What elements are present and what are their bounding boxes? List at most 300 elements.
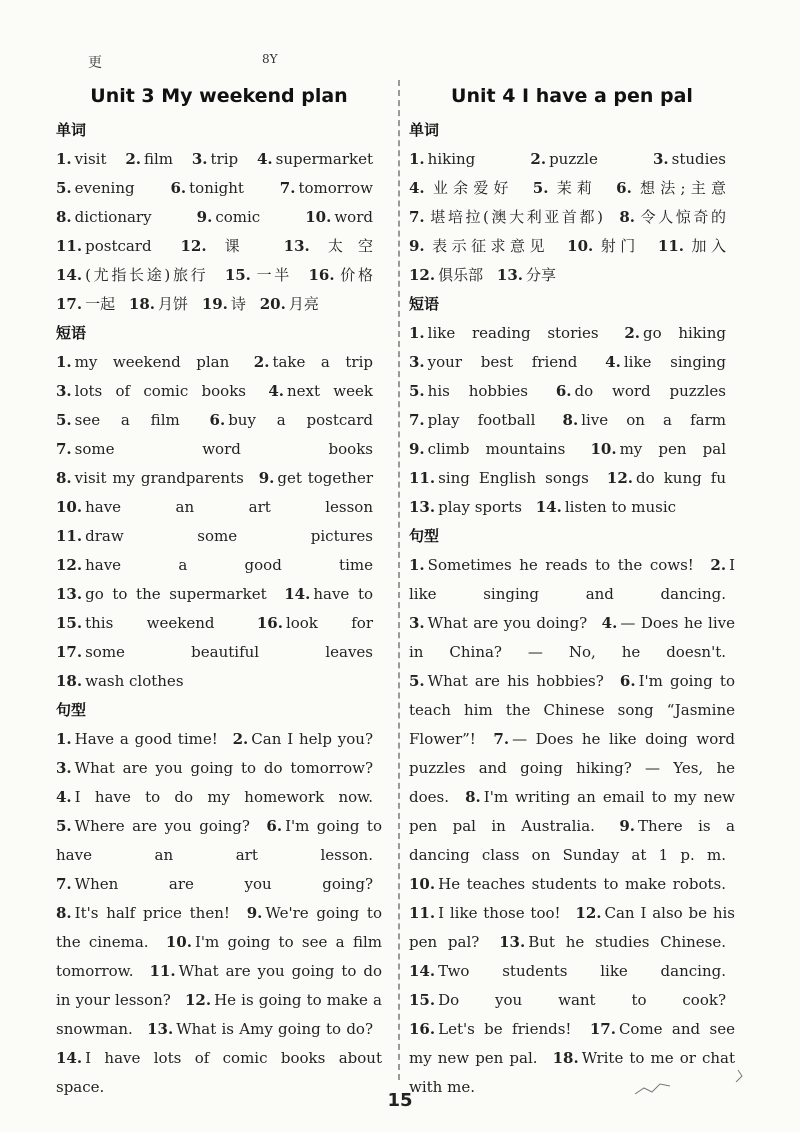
item-text: tomorrow [298,179,373,197]
list-item [305,208,373,226]
item-number: 11. [149,962,176,980]
item-number: 18. [552,1049,579,1067]
item-number: 12. [575,904,602,922]
section-body [56,348,382,696]
list-item [409,179,514,197]
item-text: I'm going to see a film tomorrow. [56,933,382,980]
item-number: 13. [56,585,83,603]
item-text: tonight [189,179,244,197]
item-text: puzzle [549,150,598,168]
item-text: go hiking [643,324,726,342]
list-item [409,266,483,284]
item-number: 18. [128,295,156,313]
item-text: see a film [74,411,180,429]
item-text: Do you want to cook? [438,991,726,1009]
item-number: 2. [624,324,641,342]
item-text: have to [313,585,374,603]
item-number: 9. [409,440,425,458]
list-item [254,353,373,371]
item-text: play sports [438,498,522,516]
item-number: 6. [209,411,226,429]
item-number: 3. [56,382,72,400]
list-item [605,353,726,371]
item-number: 3. [652,150,669,168]
item-text: next week [286,382,373,400]
item-text: 价格 [337,266,373,284]
item-number: 13. [147,1020,174,1038]
item-number: 1. [409,150,425,168]
list-item [56,498,373,516]
section-heading: 单词 [409,121,440,139]
item-text: 诗 [230,295,246,313]
pencil-scribble [630,1062,750,1102]
list-item [56,904,230,922]
item-number: 11. [409,904,436,922]
list-item [624,324,726,342]
section-heading: 短语 [409,295,440,313]
item-text: dictionary [74,208,152,226]
item-text: Write to me or chat with me. [409,1049,735,1096]
item-text: I like those too! [438,904,561,922]
list-item [409,962,726,980]
item-number: 10. [305,208,332,226]
item-text: Have a good time! [74,730,218,748]
item-number: 6. [555,382,572,400]
item-number: 13. [499,933,526,951]
item-text: this weekend [85,614,215,632]
unit-4-column [409,82,735,1102]
item-text: word [334,208,373,226]
list-item [409,614,587,632]
item-number: 9. [196,208,213,226]
corner-code: 8Y [262,52,278,66]
section-body [56,145,382,319]
section-heading: 句型 [56,701,87,719]
list-item [210,411,373,429]
list-item [530,150,597,168]
list-item [56,875,373,893]
item-text: I like singing and dancing. [409,556,735,603]
list-item [409,556,694,574]
list-item [409,353,577,371]
item-text: visit [74,150,107,168]
item-text: some beautiful leaves [85,643,373,661]
item-number: 12. [56,556,83,574]
item-number: 2. [125,150,141,168]
corner-mark: 更 [88,55,102,71]
list-item [202,295,246,313]
item-text: I have to do my homework now. [74,788,373,806]
list-item [409,498,522,516]
list-item [616,179,726,197]
item-text: — Does he like doing word puzzles and going hiking? — Yes, he does. [409,730,735,806]
list-item [409,904,561,922]
item-text: Where are you going? [74,817,250,835]
section-heading: 单词 [56,121,87,139]
item-text: I have lots of comic books about space. [56,1049,382,1096]
list-item [409,382,528,400]
list-item [308,266,373,284]
list-item [260,295,319,313]
list-item [607,469,726,487]
list-item [409,1020,571,1038]
item-number: 9. [258,469,275,487]
unit-3-sections [56,116,382,1102]
list-item [653,150,726,168]
list-item [409,469,589,487]
list-item [56,614,214,632]
item-text: 射门 [596,237,640,255]
list-item [556,382,726,400]
item-text: play football [427,411,536,429]
item-number: 10. [590,440,617,458]
list-item [56,295,115,313]
unit-3-title: Unit 3 My weekend plan [90,85,348,107]
item-text: look for [285,614,373,632]
item-number: 5. [409,672,425,690]
section-heading: 句型 [409,527,440,545]
item-text: What are his hobbies? [427,672,604,690]
list-item [125,150,173,168]
item-number: 8. [465,788,481,806]
list-item [56,382,246,400]
list-item [56,556,373,574]
item-text: climb mountains [427,440,566,458]
item-number: 7. [56,875,72,893]
item-text: visit my grandparents [74,469,244,487]
item-number: 3. [409,614,425,632]
list-item [56,585,267,603]
item-text: take a trip [272,353,373,371]
list-item [257,150,373,168]
list-item [409,324,599,342]
list-item [268,382,373,400]
item-text: 加入 [687,237,726,255]
item-text: have a good time [85,556,373,574]
item-number: 12. [409,266,436,284]
list-item [180,237,254,255]
item-number: 7. [493,730,510,748]
item-number: 18. [56,672,83,690]
item-text: evening [74,179,135,197]
item-text: hiking [427,150,476,168]
item-text: It's half price then! [74,904,230,922]
item-text: draw some pictures [85,527,373,545]
item-text: I'm going to have an art lesson. [56,817,382,864]
item-text: Can I help you? [251,730,373,748]
item-text: What are you going to do in your lesson? [56,962,382,1009]
list-item [56,208,152,226]
item-number: 6. [170,179,187,197]
item-text: 茉莉 [551,179,598,197]
item-text: 月饼 [158,295,189,313]
list-item [56,150,106,168]
list-item [56,730,218,748]
list-item [56,759,373,777]
list-item [409,411,535,429]
list-item [497,266,556,284]
item-text: my weekend plan [74,353,230,371]
item-text: do word puzzles [574,382,726,400]
item-text: 太空 [312,237,373,255]
item-text: studies [671,150,726,168]
item-number: 11. [56,527,83,545]
item-number: 9. [619,817,636,835]
item-text: 课 [209,237,255,255]
item-number: 13. [283,237,310,255]
item-number: 5. [56,179,72,197]
item-text: 想法;主意 [634,179,726,197]
item-number: 13. [409,498,436,516]
item-text: trip [210,150,239,168]
item-number: 2. [232,730,249,748]
list-item [129,295,188,313]
item-text: But he studies Chinese. [528,933,726,951]
section-body [56,725,382,1102]
item-text: Can I also be his pen pal? [409,904,736,951]
item-text: 一半 [253,266,292,284]
item-text: buy a postcard [228,411,373,429]
item-text: sing English songs [438,469,589,487]
item-text: 分享 [526,266,557,284]
item-number: 5. [56,411,72,429]
item-number: 11. [657,237,685,255]
list-item [170,179,243,197]
list-item [197,208,261,226]
item-number: 8. [56,208,72,226]
item-number: 1. [409,324,425,342]
item-number: 16. [256,614,283,632]
item-number: 14. [56,266,83,284]
item-number: 4. [256,150,273,168]
item-text: Let's be friends! [438,1020,572,1038]
item-text: live on a farm [581,411,726,429]
item-text: 月亮 [288,295,319,313]
list-item [56,817,250,835]
item-text: I'm writing an email to my new pen pal in Australia. [409,788,735,835]
list-item [56,469,244,487]
item-number: 1. [56,730,72,748]
item-text: He teaches students to make robots. [438,875,726,893]
list-item [56,527,373,545]
list-item [409,991,726,1009]
item-number: 20. [259,295,286,313]
list-item [56,440,373,458]
item-text: What are you doing? [427,614,588,632]
item-number: 1. [409,556,425,574]
item-number: 12. [180,237,207,255]
section-heading: 短语 [56,324,87,342]
list-item [233,730,373,748]
item-text: What is Amy going to do? [176,1020,373,1038]
item-text: We're going to the cinema. [56,904,382,951]
item-number: 4. [268,382,284,400]
item-text: 业余爱好 [427,179,514,197]
list-item [56,266,208,284]
unit-4-title: Unit 4 I have a pen pal [451,85,693,107]
item-text: comic [215,208,261,226]
list-item [56,353,229,371]
section-body [409,145,735,290]
item-text: — Does he live in China? — No, he doesn't. [409,614,735,661]
item-number: 17. [56,643,83,661]
list-item [56,179,135,197]
list-item [56,411,180,429]
list-item [56,237,152,255]
list-item [259,469,373,487]
column-divider [398,80,400,1080]
item-number: 4. [605,353,621,371]
list-item [409,875,726,893]
item-number: 17. [56,295,83,313]
item-text: What are you going to do tomorrow? [74,759,373,777]
section-body [409,551,735,1102]
item-text: his hobbies [427,382,528,400]
list-item [567,237,640,255]
item-text: like singing [623,353,726,371]
list-item [56,672,184,690]
item-text: do kung fu [636,469,726,487]
section-body [409,319,735,522]
item-number: 6. [619,672,636,690]
item-text: wash clothes [85,672,184,690]
item-text: I'm going to teach him the Chinese song “Jasmine Flower”! [409,672,735,748]
item-number: 12. [606,469,634,487]
list-item [533,179,597,197]
item-number: 10. [567,237,594,255]
item-text: 一起 [85,295,116,313]
item-text: like reading stories [427,324,599,342]
item-number: 13. [496,266,524,284]
list-item [147,1020,373,1038]
list-item [56,1049,382,1096]
list-item [619,208,726,226]
item-number: 11. [409,469,436,487]
item-number: 7. [279,179,296,197]
item-number: 3. [56,759,72,777]
item-text: have an art lesson [85,498,373,516]
item-number: 6. [266,817,283,835]
list-item [284,237,373,255]
item-text: Come and see my new pen pal. [409,1020,735,1067]
item-number: 9. [409,237,425,255]
list-item [590,440,726,458]
item-number: 3. [191,150,208,168]
item-number: 16. [308,266,335,284]
item-number: 19. [201,295,228,313]
list-item [280,179,373,197]
item-text: He is going to make a snowman. [56,991,382,1038]
item-number: 2. [710,556,727,574]
item-number: 5. [409,382,425,400]
item-text: get together [277,469,373,487]
list-item [192,150,238,168]
item-number: 8. [56,904,72,922]
item-text: supermarket [275,150,373,168]
item-number: 15. [56,614,83,632]
item-number: 8. [56,469,72,487]
list-item [409,237,549,255]
item-number: 8. [562,411,579,429]
item-number: 3. [409,353,425,371]
item-text: 堪培拉(澳大利亚首都) [427,208,603,226]
item-text: Sometimes he reads to the cows! [427,556,694,574]
item-number: 7. [409,208,425,226]
item-number: 10. [56,498,83,516]
item-number: 2. [253,353,270,371]
item-number: 5. [532,179,549,197]
item-number: 5. [56,817,72,835]
item-number: 2. [530,150,547,168]
page-number: 15 [387,1090,413,1111]
item-number: 14. [56,1049,83,1067]
item-text: 俱乐部 [438,266,484,284]
item-number: 14. [284,585,311,603]
item-number: 4. [56,788,72,806]
item-number: 14. [409,962,436,980]
list-item [225,266,292,284]
item-text: go to the supermarket [85,585,267,603]
item-number: 7. [56,440,72,458]
item-number: 16. [409,1020,436,1038]
list-item [409,440,565,458]
item-number: 12. [184,991,212,1009]
item-number: 11. [56,237,83,255]
item-text: lots of comic books [74,382,247,400]
item-text: postcard [85,237,152,255]
item-text: Two students like dancing. [438,962,726,980]
item-text: 令人惊奇的 [638,208,726,226]
list-item [536,498,676,516]
list-item [658,237,726,255]
list-item [409,150,475,168]
item-number: 6. [616,179,632,197]
item-number: 15. [224,266,251,284]
item-number: 9. [246,904,263,922]
item-text: When are you going? [74,875,373,893]
unit-4-sections [409,116,735,1102]
item-text: film [143,150,174,168]
list-item [284,585,373,603]
list-item [409,208,603,226]
item-text: (尤指长途)旅行 [85,266,209,284]
list-item [56,643,373,661]
item-number: 7. [409,411,425,429]
item-number: 17. [589,1020,616,1038]
item-number: 10. [165,933,192,951]
item-text: your best friend [427,353,578,371]
item-number: 1. [56,353,72,371]
item-number: 4. [601,614,618,632]
item-text: some word books [74,440,373,458]
unit-3-column [56,82,382,1102]
list-item [257,614,373,632]
item-number: 15. [409,991,436,1009]
list-item [563,411,726,429]
item-number: 8. [619,208,635,226]
list-item [409,672,604,690]
item-number: 1. [56,150,72,168]
item-text: There is a dancing class on Sunday at 1 p. m. [409,817,735,864]
item-number: 10. [409,875,436,893]
item-text: listen to music [564,498,677,516]
item-text: 表示征求意见 [427,237,549,255]
item-number: 14. [535,498,562,516]
list-item [56,788,373,806]
list-item [499,933,726,951]
item-text: my pen pal [619,440,726,458]
item-number: 4. [409,179,425,197]
